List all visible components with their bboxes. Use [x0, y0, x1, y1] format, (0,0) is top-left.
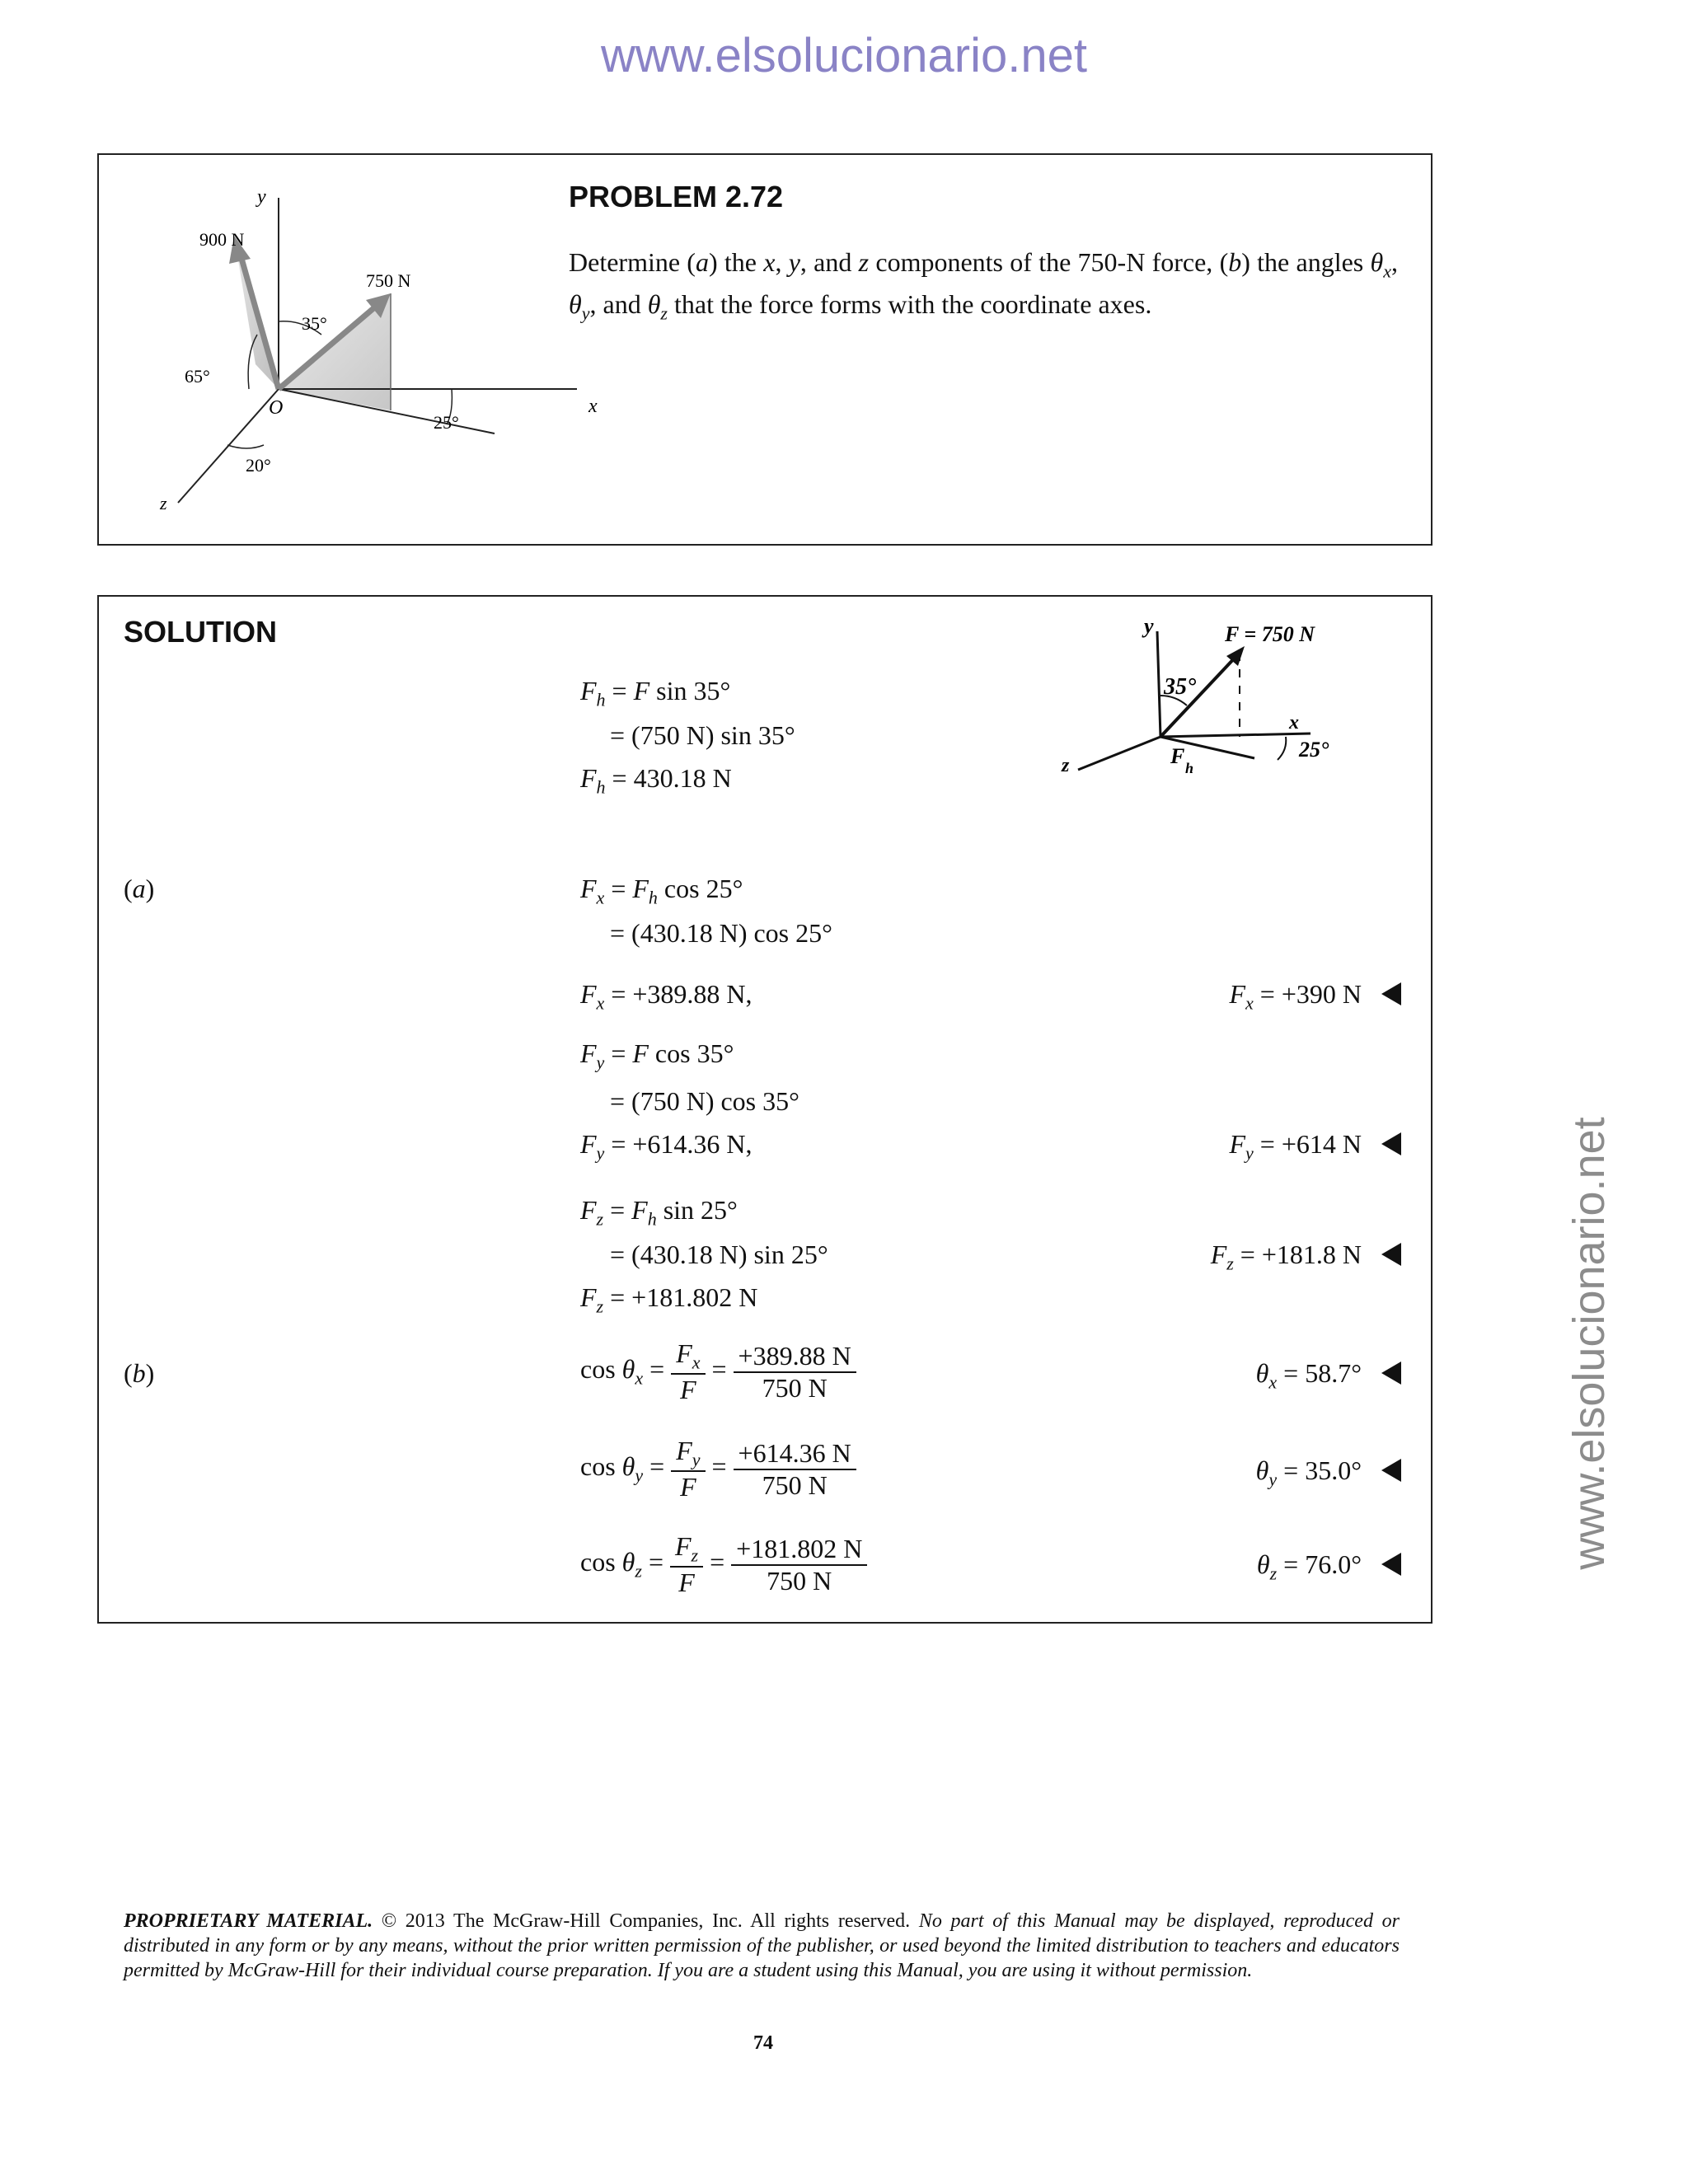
footer-copyright: PROPRIETARY MATERIAL. © 2013 The McGraw-Hill Companies, Inc. All rights reserved. No part of this Manual may be displayed, reproduced or distributed in any form or by any means, without the prior written permission of the publisher, or used beyond the limited distribution to teachers and educators permitted by McGraw-Hill for their individual course preparation. If you are a student using this Manual, you are using it without permission. — [124, 1910, 1400, 1981]
sketch-label-h: h — [1185, 760, 1194, 776]
fig-label-x: x — [588, 396, 598, 417]
watermark-side-text: www.elsolucionario.net — [1564, 1117, 1614, 1570]
eq-fz-sub: = (430.18 N) sin 25° — [610, 1240, 828, 1269]
sketch-label-z: z — [1062, 755, 1070, 776]
force-900-shaft — [241, 255, 279, 389]
sketch-label-35: 35° — [1164, 674, 1197, 700]
fig-label-z: z — [160, 493, 167, 513]
arc-20 — [227, 445, 264, 448]
eq-fh-val: $F_h = 430.18$ N — [580, 763, 732, 798]
fig-label-65: 65° — [185, 366, 210, 387]
eq-fy-def: $F_y = F$ cos 35° — [580, 1038, 734, 1073]
eq-fx-sub: = (430.18 N) cos 25° — [610, 918, 832, 948]
sketch-axis-z — [1078, 737, 1160, 770]
fig-label-o: O — [269, 397, 284, 419]
sketch-axis-y — [1157, 631, 1160, 737]
fig-label-20: 20° — [246, 455, 271, 476]
sketch-label-f: F = 750 N — [1225, 622, 1315, 646]
solution-title: SOLUTION — [124, 615, 277, 649]
eq-fx-val: $F_x = +389.88$ N, — [580, 979, 753, 1014]
answer-marker-icon — [1381, 1361, 1401, 1385]
fig-label-25: 25° — [434, 412, 459, 433]
eq-cos-x: $\cos \theta_x$ = $\frac{F_x}{F}$ = $\frac{+389.88 N}{750 N}$ — [580, 1338, 856, 1405]
eq-cos-z: $\cos \theta_z$ = $\frac{F_z}{F}$ = $\frac{+181.802 N}{750 N}$ — [580, 1531, 867, 1598]
fig-label-750n: 750 N — [366, 270, 411, 291]
eq-fy-sub: = (750 N) cos 35° — [610, 1086, 799, 1116]
problem-figure — [148, 173, 618, 519]
sketch-label-y: y — [1144, 614, 1154, 638]
answer-theta-y: $\theta_y = 35.0^\circ$ — [1121, 1455, 1401, 1490]
answer-theta-x: $\theta_x = 58.7^\circ$ — [1121, 1358, 1401, 1393]
sketch-label-25: 25° — [1299, 738, 1329, 762]
fig-label-y: y — [257, 186, 266, 208]
sketch-arc-25 — [1278, 737, 1286, 760]
answer-theta-z: $\theta_z = 76.0^\circ$ — [1121, 1549, 1401, 1584]
part-a-label: (a) — [124, 874, 155, 903]
solution-box — [97, 595, 1432, 1624]
answer-fx: $F_x = +390$ N — [1121, 979, 1401, 1014]
fig-label-35: 35° — [302, 313, 327, 334]
watermark-top: www.elsolucionario.net — [601, 29, 1087, 82]
answer-fz: $F_z = +181.8$ N — [1121, 1240, 1401, 1274]
sketch-label-x: x — [1289, 712, 1299, 733]
problem-box — [97, 153, 1432, 546]
part-b-label: (b) — [124, 1358, 155, 1388]
answer-marker-icon — [1381, 1459, 1401, 1482]
answer-marker-icon — [1381, 1132, 1401, 1155]
solution-sketch — [1047, 613, 1475, 778]
page-number: 74 — [753, 2032, 773, 2054]
eq-fy-val: $F_y = +614.36$ N, — [580, 1129, 753, 1164]
answer-marker-icon — [1381, 1553, 1401, 1576]
answer-marker-icon — [1381, 982, 1401, 1005]
eq-fz-def: $F_z = F_h$ sin 25° — [580, 1195, 738, 1230]
sketch-label-fh: F — [1170, 744, 1185, 768]
sketch-axis-x — [1160, 733, 1311, 737]
eq-fx-def: $F_x = F_h$ cos 25° — [580, 874, 743, 908]
eq-fz-val: $F_z = +181.802$ N — [580, 1282, 758, 1317]
fig-label-900n: 900 N — [199, 229, 245, 250]
problem-statement: Determine (a) the x, y, and z components of the 750-N force, (b) the angles $\theta_x$, $\theta_y$, and $\theta_z$ that the force forms with the coordinate axes. — [569, 247, 1399, 324]
eq-fh-def: $F_h = F$ sin 35° — [580, 676, 731, 710]
eq-fh-sub: = (750 N) sin 35° — [610, 720, 795, 750]
problem-title: PROBLEM 2.72 — [569, 180, 784, 213]
answer-marker-icon — [1381, 1243, 1401, 1266]
answer-fy: $F_y = +614$ N — [1121, 1129, 1401, 1164]
eq-cos-y: $\cos \theta_y$ = $\frac{F_y}{F}$ = $\frac{+614.36 N}{750 N}$ — [580, 1436, 856, 1502]
